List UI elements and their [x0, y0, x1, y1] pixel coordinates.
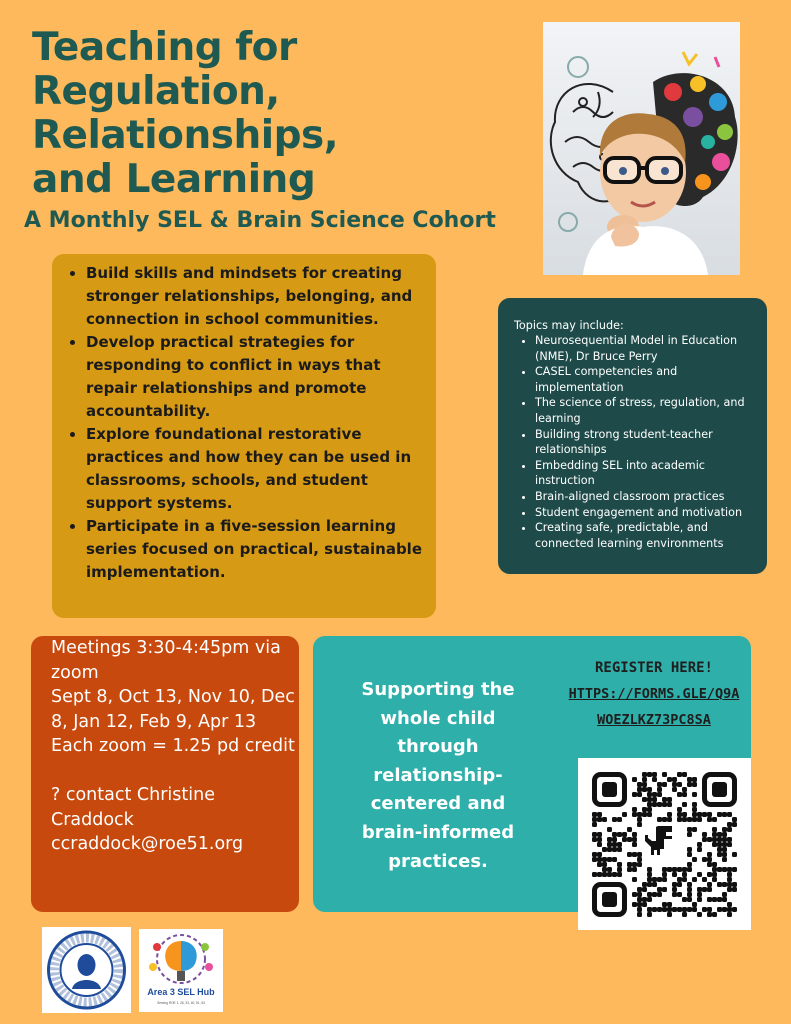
goal-item: • Develop practical strategies for responding to conflict in ways that repair relationships and promote accountability. [86, 331, 430, 423]
goal-item: • Build skills and mindsets for creating stronger relationships, belonging, and connection in school communities. [86, 262, 430, 331]
topic-item: • Embedding SEL into academic instruction [535, 458, 763, 489]
meetings-content [51, 636, 296, 857]
register-link-line[interactable]: HTTPS://FORMS.GLE/Q9A [568, 686, 740, 702]
goal-item: • Participate in a five-session learning series focused on practical, sustainable implementation. [86, 515, 430, 584]
regional-office-of-education-seal [42, 927, 131, 1013]
topics-intro: Topics may include: [514, 319, 624, 332]
page-title [32, 26, 512, 202]
meeting-dates: Sept 8, Oct 13, Nov 10, Dec 8, Jan 12, Feb 9, Apr 13 [51, 687, 295, 732]
topics-box [498, 298, 767, 574]
roe-logo [42, 927, 131, 1013]
title-line: Regulation, [32, 69, 280, 114]
topics-list [498, 333, 767, 551]
topic-item: • Building strong student-teacher relationships [535, 427, 763, 458]
area-3-sel-hub-logo [139, 929, 223, 1012]
dinosaur-icon [645, 826, 672, 855]
hub-name: Area 3 SEL Hub [147, 987, 215, 997]
sel-hub-logo [139, 929, 223, 1012]
title-line: and Learning [32, 157, 316, 202]
topic-item: • Brain-aligned classroom practices [535, 489, 763, 505]
contact-email[interactable]: ccraddock@roe51.org [51, 834, 244, 854]
topic-item: • Neurosequential Model in Education (NME), Dr Bruce Perry [535, 333, 763, 364]
qr-code-card[interactable] [578, 758, 751, 930]
child-with-glasses-brain-icon [543, 22, 740, 275]
qr-code-icon[interactable] [592, 772, 737, 917]
title-line: Relationships, [32, 113, 339, 158]
child-brain-photo [543, 22, 740, 275]
register-heading: REGISTER HERE! [594, 660, 713, 676]
contact-line: ? contact Christine Craddock [51, 785, 215, 830]
register-link-line[interactable]: WOEZLKZ73PC8SA [597, 712, 711, 728]
meeting-time: Meetings 3:30-4:45pm via zoom [51, 638, 281, 683]
topic-item: • The science of stress, regulation, and learning [535, 395, 763, 426]
goals-list [52, 254, 436, 584]
title-line: Teaching for [32, 25, 297, 70]
topic-item: • Creating safe, predictable, and connected learning environments [535, 520, 763, 551]
page-subtitle: A Monthly SEL & Brain Science Cohort [24, 208, 496, 233]
meeting-spacer [51, 759, 296, 784]
topic-item: • Student engagement and motivation [535, 505, 763, 521]
hub-tagline: Serving ROE 1, 26, 33, 40, 51, 53 [157, 1001, 205, 1005]
slogan-text: Supporting the whole child through relationship-centered and brain-informed practices. [361, 679, 515, 872]
meetings-box [31, 636, 299, 912]
meeting-credit: Each zoom = 1.25 pd credit [51, 736, 295, 756]
topic-item: • CASEL competencies and implementation [535, 364, 763, 395]
goals-box [52, 254, 436, 618]
register-section [566, 655, 742, 733]
goal-item: • Explore foundational restorative practices and how they can be used in classrooms, schools, and student support systems. [86, 423, 430, 515]
